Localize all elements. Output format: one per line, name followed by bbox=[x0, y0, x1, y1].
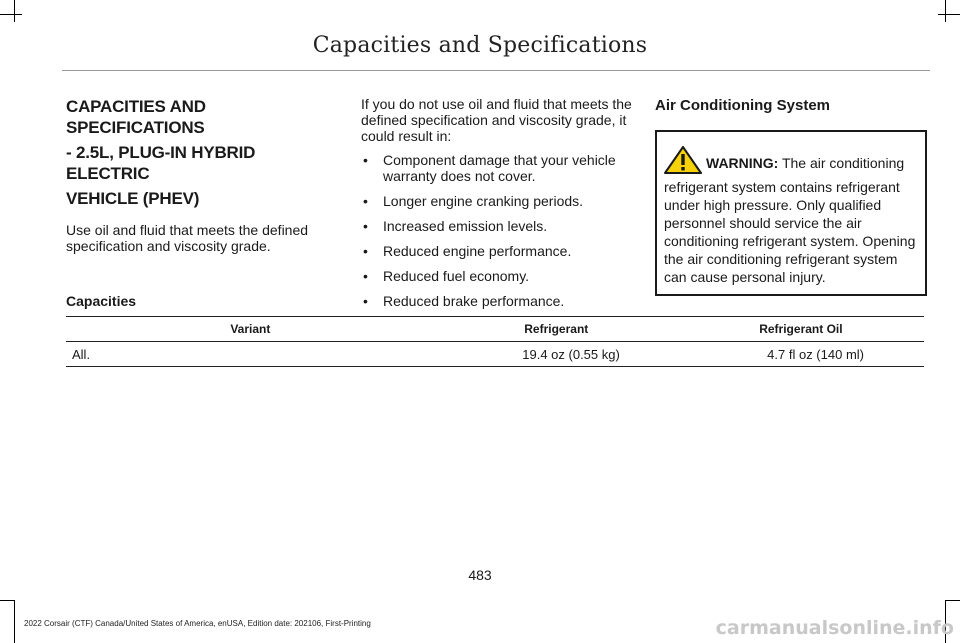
ac-system-heading: Air Conditioning System bbox=[655, 97, 831, 114]
consequence-list bbox=[361, 152, 633, 309]
table-header-row bbox=[66, 317, 924, 342]
right-column bbox=[655, 96, 927, 296]
header-divider bbox=[62, 70, 930, 71]
capacities-table bbox=[66, 316, 924, 367]
warning-text: The air conditioning refrigerant system contains refrigerant under high pressure. Only qualified personnel should service the air conditioning refrigerant system. Opening the air conditioning refrigerant system can cause personal injury. bbox=[664, 155, 916, 285]
list-item: • Component damage that your vehicle warranty does not cover. bbox=[361, 152, 633, 184]
section-heading bbox=[66, 96, 341, 209]
crop-mark bbox=[945, 0, 946, 22]
list-item: • Reduced fuel economy. bbox=[361, 268, 633, 284]
page-title: Capacities and Specifications bbox=[312, 33, 648, 58]
table-cell-variant: All. bbox=[66, 342, 435, 367]
table-cell-refrigerant: 19.4 oz (0.55 kg) bbox=[435, 342, 678, 367]
warning-label: WARNING: bbox=[706, 155, 779, 171]
watermark: carmanualsonline.info bbox=[715, 617, 954, 639]
crop-mark bbox=[0, 600, 14, 601]
crop-mark bbox=[938, 14, 960, 15]
warning-triangle-icon bbox=[664, 146, 702, 178]
left-column bbox=[66, 96, 341, 254]
section-heading-line: - 2.5L, PLUG-IN HYBRID ELECTRIC bbox=[66, 143, 256, 183]
column-header-refrigerant-oil: Refrigerant Oil bbox=[678, 317, 924, 342]
warning-box bbox=[655, 130, 927, 296]
intro-paragraph: Use oil and fluid that meets the defined specification and viscosity grade. bbox=[66, 222, 309, 254]
list-item: • Increased emission levels. bbox=[361, 218, 633, 234]
crop-mark bbox=[14, 0, 15, 22]
section-heading-line: CAPACITIES AND SPECIFICATIONS bbox=[66, 97, 206, 137]
list-item: • Reduced engine performance. bbox=[361, 243, 633, 259]
list-item: • Reduced brake performance. bbox=[361, 293, 633, 309]
middle-column bbox=[361, 96, 633, 318]
page-number: 483 bbox=[468, 567, 492, 583]
crop-mark bbox=[14, 600, 15, 643]
section-heading-line: VEHICLE (PHEV) bbox=[66, 189, 200, 208]
table-row bbox=[66, 342, 924, 367]
column-header-variant: Variant bbox=[66, 317, 435, 342]
column-header-refrigerant: Refrigerant bbox=[435, 317, 678, 342]
footer-edition-info: 2022 Corsair (CTF) Canada/United States of America, enUSA, Edition date: 202106, First-Printing bbox=[24, 619, 371, 628]
crop-mark bbox=[946, 600, 960, 601]
consequence-intro: If you do not use oil and fluid that meets the defined specification and viscosity grade, it could result in: bbox=[361, 96, 632, 144]
list-item: • Longer engine cranking periods. bbox=[361, 193, 633, 209]
crop-mark bbox=[0, 14, 22, 15]
table-cell-refrigerant-oil: 4.7 fl oz (140 ml) bbox=[678, 342, 924, 367]
capacities-label: Capacities bbox=[66, 293, 137, 309]
